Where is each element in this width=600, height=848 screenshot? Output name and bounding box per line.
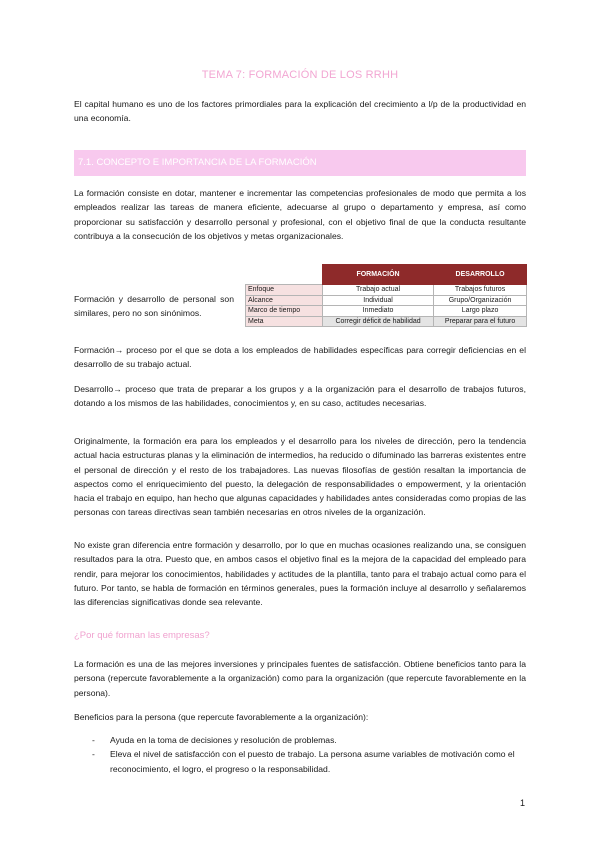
table-row — [246, 295, 527, 306]
no-existe-paragraph: No existe gran diferencia entre formación y desarrollo, por lo que en muchas ocasiones realizando una, se consiguen resultados para la otra. Puesto que, en ambos casos el objetivo final es la mejora de la capacidad del empleado para rendir, para mejorar los conocimientos, habilidades y actitudes de la plantilla, tanto para el trabajo actual como para el futuro. Por tanto, se habla de formación en términos generales, pues la formación incluye al desarrollo y señalaremos las diferencias significativas donde sea relevante. — [74, 540, 526, 608]
cell-desarrollo: Largo plazo — [434, 306, 527, 317]
list-item — [92, 747, 526, 776]
subheading-por-que: ¿Por qué forman las empresas? — [74, 630, 210, 641]
table-corner-cell — [246, 265, 323, 285]
cell-desarrollo: Preparar para el futuro — [434, 316, 527, 327]
cell-desarrollo: Trabajos futuros — [434, 285, 527, 296]
bullet-marker: - — [92, 749, 95, 760]
row-label: Enfoque — [246, 285, 323, 296]
row-label: Meta — [246, 316, 323, 327]
side-note: Formación y desarrollo de personal son similares, pero no son sinónimos. — [74, 294, 234, 319]
row-label: Alcance — [246, 295, 323, 306]
table-header-desarrollo: DESARROLLO — [434, 265, 527, 285]
list-item — [92, 733, 526, 747]
inversion-paragraph: La formación es una de las mejores inversiones y principales fuentes de satisfacción. Obtiene beneficios tanto para la persona (repercute favorablemente a la organización) como para la organización (que repercute favorablemente en la persona). — [74, 659, 526, 698]
table-row — [246, 285, 527, 296]
originalmente-paragraph: Originalmente, la formación era para los empleados y el desarrollo para los niveles de dirección, pero la tendencia actual hacia estructuras planas y la eliminación de intermedios, ha reducido o difuminado las barreras existentes entre el personal de dirección y el resto de los trabajadores. Las nuevas filosofías de gestión resaltan la importancia de aspectos como el enriquecimiento del puesto, la delegación de responsabilidades o empowerment, y la orientación hacia el trabajo en equipo, han hecho que algunas capacidades y habilidades antes consideradas como propias de las personas con tareas directivas sean también necesarias en otros niveles de la organización. — [74, 436, 526, 518]
formacion-definition-paragraph: La formación consiste en dotar, mantener e incrementar las competencias profesionales de modo que permita a los empleados realizar las tareas de manera eficiente, adecuarse al grupo o departamento y empresa, así como proporcionar su satisfacción y desarrollo personal y profesional, con el objetivo final de que la conducta resultante contribuya a la consecución de los objetivos y metas organizacionales. — [74, 188, 526, 241]
page-title: TEMA 7: FORMACIÓN DE LOS RRHH — [201, 69, 399, 81]
table-row — [246, 316, 527, 327]
list-item-text: Eleva el nivel de satisfacción con el puesto de trabajo. La persona asume variables de motivación como el reconocimiento, el logro, el progreso o la responsabilidad. — [110, 749, 515, 774]
intro-paragraph: El capital humano es uno de los factores primordiales para la explicación del crecimiento a l/p de la productividad en una economía. — [74, 99, 526, 124]
beneficios-paragraph: Beneficios para la persona (que repercute favorablemente a la organización): — [74, 712, 369, 722]
table-row — [246, 306, 527, 317]
cell-formacion: Individual — [323, 295, 434, 306]
section-heading: 7.1. CONCEPTO E IMPORTANCIA DE LA FORMACIÓN — [74, 150, 526, 176]
comparison-table — [245, 264, 527, 327]
bullet-marker: - — [92, 735, 95, 745]
table-header-formacion: FORMACIÓN — [323, 265, 434, 285]
row-label: Marco de tiempo — [246, 306, 323, 317]
benefits-list — [92, 733, 526, 776]
page-number: 1 — [520, 798, 526, 808]
table-header-row — [246, 265, 527, 285]
cell-formacion: Trabajo actual — [323, 285, 434, 296]
desarrollo-process-paragraph: Desarrollo→ proceso que trata de preparar a los grupos y a la organización para el desarrollo de trabajos futuros, dotando a los mismos de las habilidades, conocimientos y, en su caso, actitudes necesarias. — [74, 384, 526, 409]
cell-formacion: Corregir déficit de habilidad — [323, 316, 434, 327]
cell-formacion: Inmediato — [323, 306, 434, 317]
formacion-process-paragraph: Formación→ proceso por el que se dota a los empleados de habilidades específicas para corregir deficiencias en el desarrollo de su trabajo actual. — [74, 345, 526, 370]
list-item-text: Ayuda en la toma de decisiones y resolución de problemas. — [110, 735, 337, 745]
cell-desarrollo: Grupo/Organización — [434, 295, 527, 306]
